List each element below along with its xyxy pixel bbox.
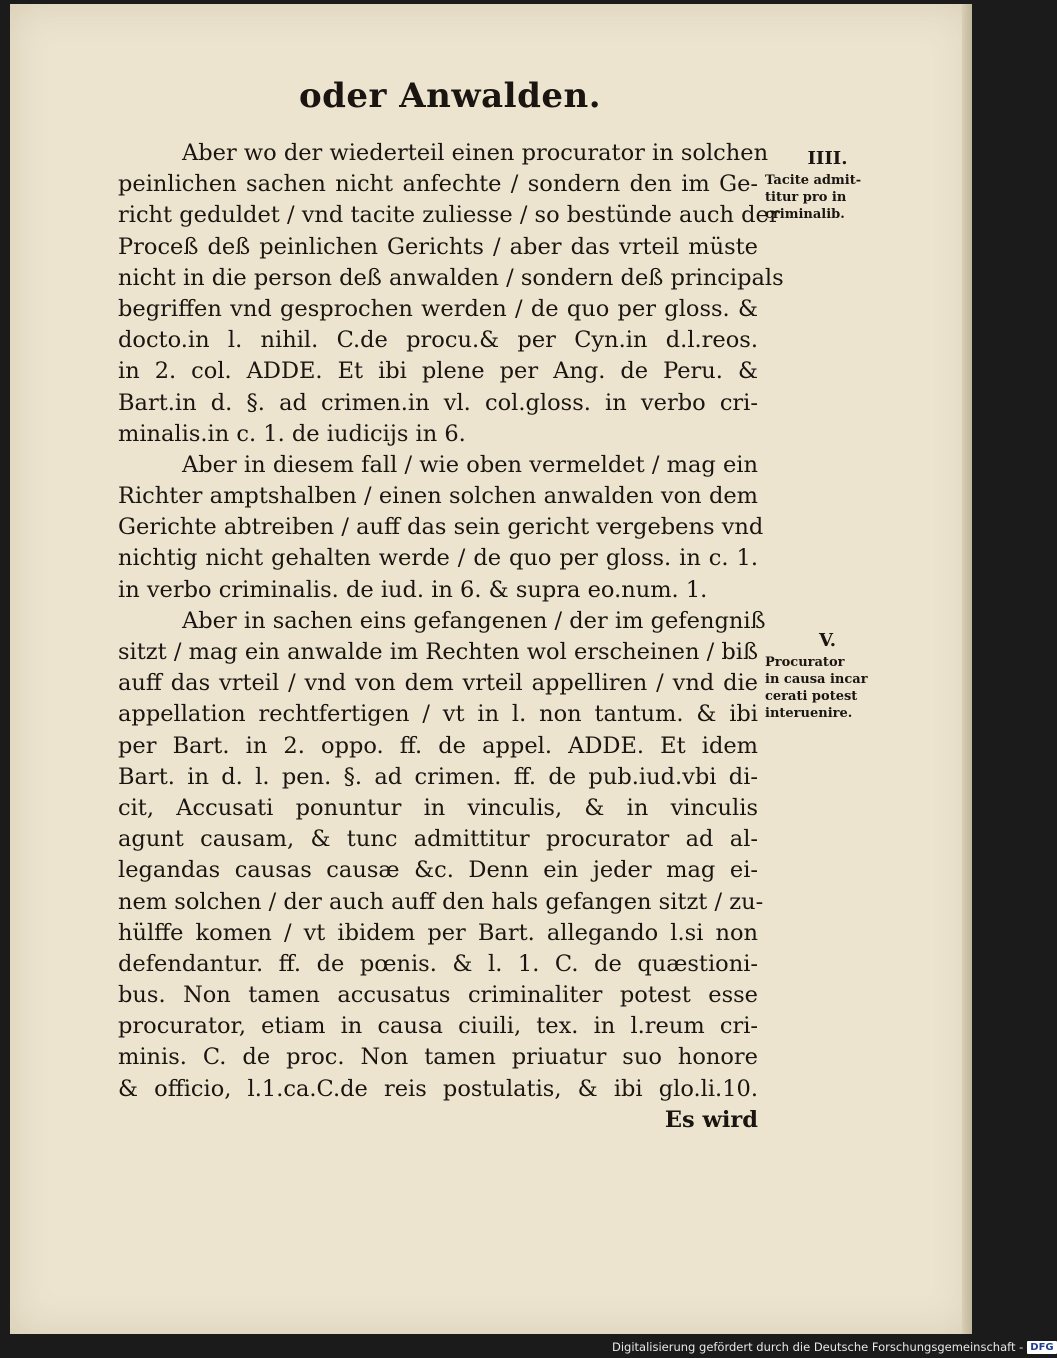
margin-note-line: Procurator (765, 655, 845, 670)
text-line: & officio, l.1.ca.C.de reis postulatis, & ibi glo.li.10. (118, 1075, 758, 1102)
margin-note-4 (765, 148, 890, 223)
dfg-logo-icon: DFG (1027, 1341, 1056, 1354)
book-page (10, 4, 972, 1334)
body-text (118, 138, 784, 1136)
text-line: defendantur. ff. de pœnis. & l. 1. C. de quæstioni- (118, 950, 758, 977)
text-line: nicht in die person deß anwalden / sondern deß principals (118, 264, 784, 291)
text-line: legandas causas causæ &c. Denn ein jeder mag ei- (118, 857, 758, 884)
text-line: nem solchen / der auch auff den hals gefangen sitzt / zu- (118, 888, 764, 915)
text-line: appellation rechtfertigen / vt in l. non tantum. & ibi (118, 701, 758, 728)
text-line: Aber in sachen eins gefangenen / der im gefengniß (182, 607, 766, 634)
text-line: Aber wo der wiederteil einen procurator in solchen (182, 140, 769, 166)
page-edge (962, 4, 972, 1334)
text-line: nichtig nicht gehalten werde / de quo per gloss. in c. 1. (118, 545, 758, 572)
text-line: in verbo criminalis. de iud. in 6. & supra eo.num. 1. (118, 576, 708, 603)
text-line: cit, Accusati ponuntur in vinculis, & in vinculis (118, 794, 758, 821)
text-line: minis. C. de proc. Non tamen priuatur suo honore (118, 1044, 758, 1071)
margin-note-number: V. (818, 630, 837, 651)
text-line: minalis.in c. 1. de iudicijs in 6. (118, 420, 466, 447)
text-line: agunt causam, & tunc admittitur procurator ad al- (118, 826, 758, 853)
margin-note-line: in causa incar (765, 672, 868, 687)
margin-note-line: titur pro in (765, 190, 847, 205)
margin-note-5 (765, 630, 890, 722)
margin-note-number: IIII. (807, 148, 848, 169)
running-head: oder Anwalden. (298, 76, 602, 116)
text-line: Bart.in d. §. ad crimen.in vl. col.gloss. in verbo cri- (118, 389, 758, 416)
text-line: Richter amptshalben / einen solchen anwalden von dem (118, 483, 758, 510)
margin-note-line: criminalib. (765, 207, 845, 222)
text-line: docto.in l. nihil. C.de procu.& per Cyn.in d.l.reos. (118, 327, 758, 354)
text-line: Proceß deß peinlichen Gerichts / aber das vrteil müste (118, 233, 758, 260)
text-line: per Bart. in 2. oppo. ff. de appel. ADDE. Et idem (118, 732, 758, 759)
text-line: sitzt / mag ein anwalde im Rechten wol erscheinen / biß (118, 639, 758, 665)
text-line: in 2. col. ADDE. Et ibi plene per Ang. de Peru. & (118, 358, 758, 385)
text-line: procurator, etiam in causa ciuili, tex. in l.reum cri- (118, 1013, 758, 1040)
text-line: bus. Non tamen accusatus criminaliter potest esse (118, 982, 758, 1009)
text-line: auff das vrteil / vnd von dem vrteil appelliren / vnd die (118, 670, 758, 697)
margin-note-line: interuenire. (765, 706, 853, 721)
digitization-footer (612, 1338, 1054, 1356)
margin-note-line: Tacite admit- (765, 173, 862, 188)
text-line: Bart. in d. l. pen. §. ad crimen. ff. de pub.iud.vbi di- (118, 763, 758, 790)
footer-text: Digitalisierung gefördert durch die Deutsche Forschungsgemeinschaft - (612, 1340, 1024, 1354)
text-line: begriffen vnd gesprochen werden / de quo per gloss. & (118, 295, 758, 322)
text-line: peinlichen sachen nicht anfechte / sondern den im Ge- (118, 171, 758, 198)
text-line: richt geduldet / vnd tacite zuliesse / so bestünde auch der (118, 202, 780, 229)
text-line: Gerichte abtreiben / auff das sein gericht vergebens vnd (118, 514, 764, 541)
text-line: Es wird (664, 1106, 758, 1133)
text-line: Aber in diesem fall / wie oben vermeldet / mag ein (182, 451, 758, 478)
text-line: hülffe komen / vt ibidem per Bart. allegando l.si non (118, 919, 758, 946)
margin-note-line: cerati potest (765, 689, 858, 704)
